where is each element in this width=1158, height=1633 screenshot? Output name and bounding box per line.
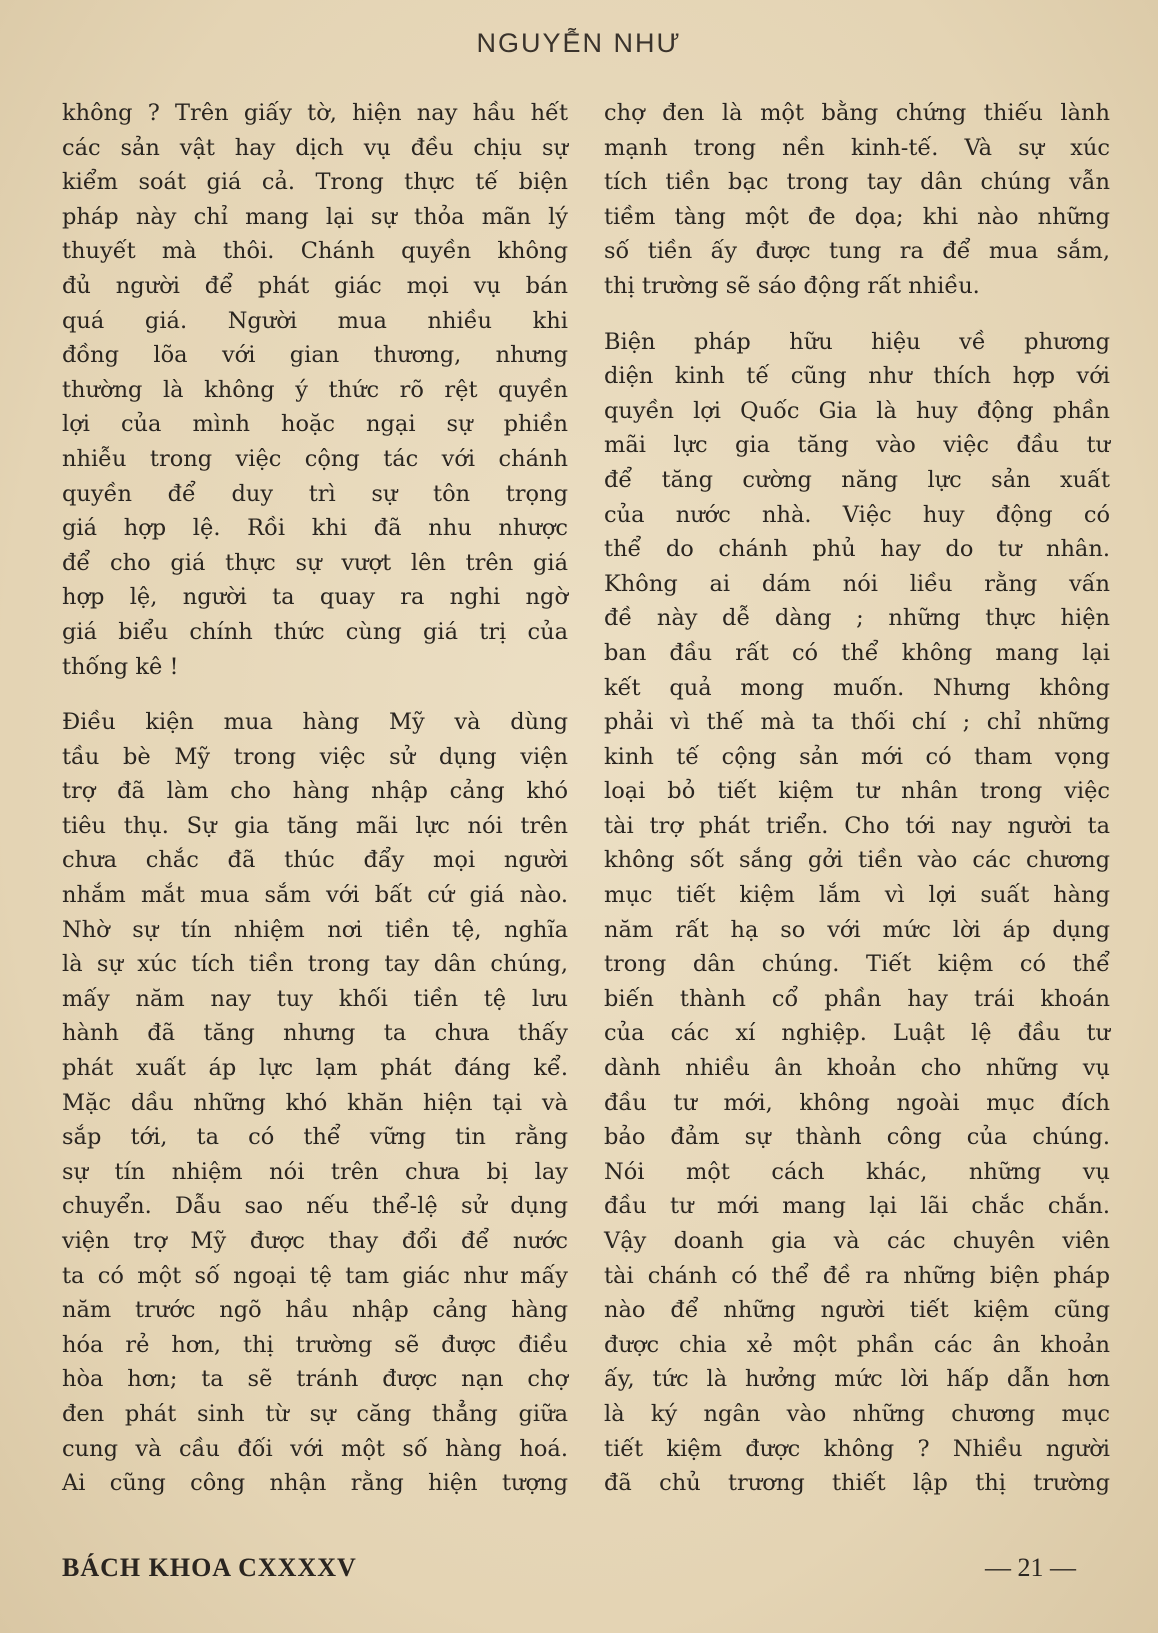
text-line: thể do chánh phủ hay do tư nhân. (604, 536, 1110, 563)
text-line: tiêu thụ. Sự gia tăng mãi lực nói trên (62, 812, 568, 839)
text-line: tầu bè Mỹ trong việc sử dụng viện (62, 743, 568, 770)
page-number: — 21 — (985, 1553, 1076, 1582)
running-head-author: NGUYỄN NHƯ (476, 28, 682, 58)
text-line: năm trước ngõ hầu nhập cảng hàng (62, 1297, 568, 1324)
text-line: tiềm tàng một đe dọa; khi nào những (604, 203, 1110, 230)
text-line: để cho giá thực sự vượt lên trên giá (62, 549, 568, 576)
paragraph (62, 705, 568, 1501)
text-line: tài trợ phát triển. Cho tới nay người ta (604, 812, 1110, 839)
text-line: sự tín nhiệm nói trên chưa bị lay (62, 1158, 568, 1185)
text-line: thường là không ý thức rõ rệt quyền (62, 376, 568, 403)
paragraph (604, 325, 1110, 1501)
text-line: giá hợp lệ. Rồi khi đã nhu nhược (62, 515, 568, 542)
text-line: ban đầu rất có thể không mang lại (604, 639, 1110, 666)
text-line: đen phát sinh từ sự căng thẳng giữa (62, 1400, 568, 1427)
text-line: đầu tư mới, không ngoài mục đích (604, 1089, 1110, 1116)
text-line: pháp này chỉ mang lại sự thỏa mãn lý (62, 203, 568, 230)
text-line: các sản vật hay dịch vụ đều chịu sự (62, 134, 568, 161)
text-line: viện trợ Mỹ được thay đổi để nước (62, 1228, 568, 1254)
text-line: năm rất hạ so với mức lời áp dụng (604, 916, 1110, 943)
text-line: của nước nhà. Việc huy động có (604, 501, 1110, 528)
text-line: Không ai dám nói liều rằng vấn (604, 570, 1110, 597)
text-line: Ai cũng công nhận rằng hiện tượng (62, 1470, 568, 1497)
text-line: Điều kiện mua hàng Mỹ và dùng (62, 709, 568, 736)
text-line: Vậy doanh gia và các chuyên viên (604, 1228, 1110, 1254)
text-line: diện kinh tế cũng như thích hợp với (604, 363, 1110, 390)
text-line: biến thành cổ phần hay trái khoán (604, 985, 1110, 1012)
text-line: hợp lệ, người ta quay ra nghi ngờ (62, 584, 568, 611)
text-line: Biện pháp hữu hiệu về phương (604, 328, 1110, 355)
text-line: trợ đã làm cho hàng nhập cảng khó (62, 778, 568, 805)
text-line: không sốt sắng gởi tiền vào các chương (604, 847, 1110, 874)
text-line: đồng lõa với gian thương, nhưng (62, 342, 568, 369)
text-line: là sự xúc tích tiền trong tay dân chúng, (62, 951, 568, 978)
text-line: thị trường sẽ sáo động rất nhiều. (604, 272, 980, 299)
text-line: phải vì thế mà ta thối chí ; chỉ những (604, 709, 1110, 736)
text-line: mục tiết kiệm lắm vì lợi suất hàng (604, 882, 1110, 909)
text-line: không ? Trên giấy tờ, hiện nay hầu hết (62, 100, 568, 126)
text-line: đã chủ trương thiết lập thị trường (604, 1470, 1110, 1497)
text-line: đề này dễ dàng ; những thực hiện (604, 605, 1110, 632)
text-line: ấy, tức là hưởng mức lời hấp dẫn hơn (604, 1366, 1110, 1393)
text-line: tích tiền bạc trong tay dân chúng vẫn (604, 169, 1110, 196)
text-line: phát xuất áp lực lạm phát đáng kể. (62, 1055, 568, 1082)
text-line: quyền để duy trì sự tôn trọng (62, 480, 568, 507)
right-column (604, 96, 1110, 1501)
text-line: mấy năm nay tuy khối tiền tệ lưu (62, 985, 568, 1012)
publication-name: BÁCH KHOA CXXXXV (62, 1553, 357, 1582)
text-line: để tăng cường năng lực sản xuất (604, 466, 1110, 493)
text-line: được chia xẻ một phần các ân khoản (604, 1331, 1110, 1358)
text-line: hòa hơn; ta sẽ tránh được nạn chợ (62, 1366, 568, 1393)
left-column (62, 96, 568, 1501)
text-line: tiết kiệm được không ? Nhiều người (604, 1435, 1110, 1462)
text-line: hành đã tăng nhưng ta chưa thấy (62, 1020, 568, 1047)
text-line: nhiễu trong việc cộng tác với chánh (62, 445, 568, 472)
text-line: đủ người để phát giác mọi vụ bán (62, 272, 568, 299)
text-line: chuyển. Dẫu sao nếu thể-lệ sử dụng (62, 1193, 568, 1220)
text-line: kết quả mong muốn. Nhưng không (604, 674, 1110, 701)
text-line: số tiền ấy được tung ra để mua sắm, (604, 238, 1110, 265)
text-line: trong dân chúng. Tiết kiệm có thể (604, 951, 1110, 978)
paragraph (62, 96, 568, 684)
text-line: Nói một cách khác, những vụ (604, 1158, 1110, 1185)
text-line: tài chánh có thể đề ra những biện pháp (604, 1262, 1110, 1289)
text-line: là ký ngân vào những chương mục (604, 1400, 1110, 1427)
text-line: bảo đảm sự thành công của chúng. (604, 1124, 1110, 1151)
text-line: giá biểu chính thức cùng giá trị của (62, 618, 568, 645)
text-line: Nhờ sự tín nhiệm nơi tiền tệ, nghĩa (62, 916, 568, 943)
paragraph (604, 96, 1110, 304)
text-line: quyền lợi Quốc Gia là huy động phần (604, 397, 1110, 424)
text-line: đầu tư mới mang lại lãi chắc chắn. (604, 1193, 1110, 1220)
text-line: lợi của mình hoặc ngại sự phiền (62, 411, 568, 438)
text-line: chưa chắc đã thúc đẩy mọi người (62, 847, 568, 874)
text-line: của các xí nghiệp. Luật lệ đầu tư (604, 1020, 1110, 1047)
text-line: dành nhiều ân khoản cho những vụ (604, 1055, 1110, 1082)
text-line: nào để những người tiết kiệm cũng (604, 1297, 1110, 1324)
text-line: kiểm soát giá cả. Trong thực tế biện (62, 169, 568, 196)
text-line: ta có một số ngoại tệ tam giác như mấy (62, 1262, 568, 1289)
text-line: mạnh trong nền kinh-tế. Và sự xúc (604, 134, 1110, 161)
text-line: Mặc dầu những khó khăn hiện tại và (62, 1089, 568, 1116)
text-line: sắp tới, ta có thể vững tin rằng (62, 1124, 568, 1151)
text-line: kinh tế cộng sản mới có tham vọng (604, 743, 1110, 770)
text-line: thuyết mà thôi. Chánh quyền không (62, 238, 568, 265)
text-line: mãi lực gia tăng vào việc đầu tư (604, 432, 1110, 459)
text-line: loại bỏ tiết kiệm tư nhân trong việc (604, 778, 1110, 805)
text-line: thống kê ! (62, 653, 179, 680)
text-line: quá giá. Người mua nhiều khi (62, 307, 568, 334)
text-line: chợ đen là một bằng chứng thiếu lành (604, 100, 1110, 126)
text-line: hóa rẻ hơn, thị trường sẽ được điều (62, 1331, 568, 1358)
text-line: cung và cầu đối với một số hàng hoá. (62, 1435, 568, 1462)
text-line: nhắm mắt mua sắm với bất cứ giá nào. (62, 882, 568, 909)
